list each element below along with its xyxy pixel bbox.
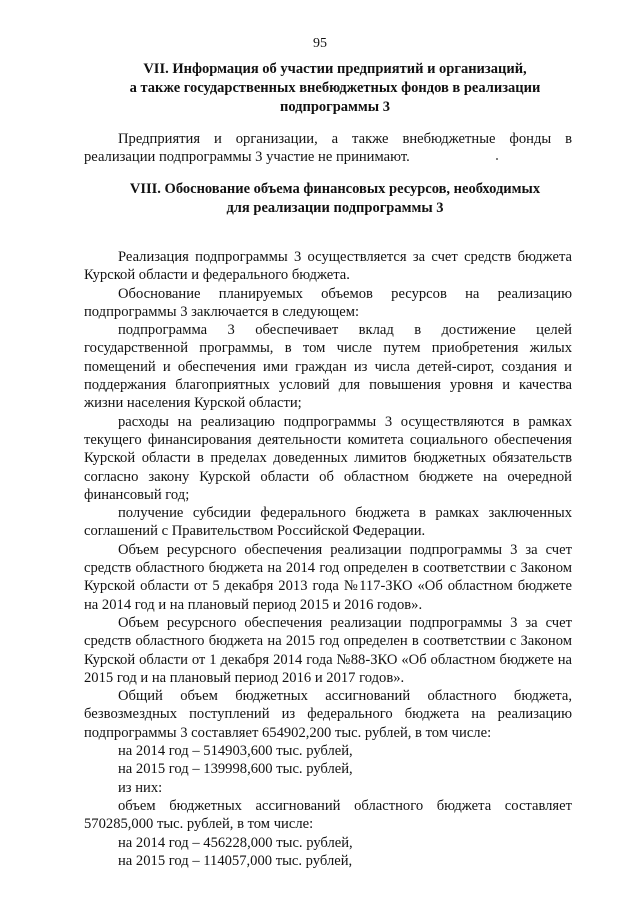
section-8-paragraph: Объем ресурсного обеспечения реализации подпрограммы 3 за счет средств областного бюджета на 2014 год определен в соответствии с Законом Курской области от 5 декабря 2013 года №117-ЗКО «Об областном бюджете на 2014 год и на плановый период 2015 и 2016 годов». xyxy=(84,541,572,613)
section-8-paragraph: объем бюджетных ассигнований областного бюджета составляет 570285,000 тыс. рублей, в том числе: xyxy=(84,797,572,833)
of-them-line: из них: xyxy=(118,779,163,796)
section-8-heading: VIII. Обоснование объема финансовых ресурсов, необходимых для реализации подпрограммы 3 xyxy=(129,181,541,216)
section-8-paragraph: Реализация подпрограммы 3 осуществляется за счет средств бюджета Курской области и федерального бюджета. xyxy=(84,249,572,284)
regional-2014-line: на 2014 год – 456228,000 тыс. рублей, xyxy=(118,834,353,851)
section-8-paragraph: получение субсидии федерального бюджета в рамках заключенных соглашений с Правительством Российской Федерации. xyxy=(84,505,572,540)
section-8-body xyxy=(84,248,572,870)
scan-dot-mark xyxy=(496,158,498,160)
section-8-paragraph: Объем ресурсного обеспечения реализации подпрограммы 3 за счет средств областного бюджета на 2015 год определен в соответствии с Законом Курской области от 1 декабря 2014 года №88-ЗКО «Об областном бюджете на 2015 год и на плановый период 2016 и 2017 годов». xyxy=(84,614,572,686)
section-7-heading: VII. Информация об участии предприятий и организаций, а также государственных внебюджетных фондов в реализации подпрограммы 3 xyxy=(129,61,541,115)
section-7-paragraph: Предприятия и организации, а также внебюджетные фонды в реализации подпрограммы 3 участие не принимают. xyxy=(84,131,572,166)
regional-2015-line: на 2015 год – 114057,000 тыс. рублей, xyxy=(118,852,353,869)
section-8-paragraph: подпрограмма 3 обеспечивает вклад в достижение целей государственной программы, в том числе путем приобретения жилых помещений и обеспечения ими граждан из числа детей-сирот, создания и поддержания благоприятных условий для повышения уровня и качества жизни населения Курской области; xyxy=(84,322,572,412)
page-number: 95 xyxy=(313,36,327,51)
funding-2014-line: на 2014 год – 514903,600 тыс. рублей, xyxy=(118,743,353,760)
funding-2015-line: на 2015 год – 139998,600 тыс. рублей, xyxy=(118,761,353,778)
section-8-paragraph: Обоснование планируемых объемов ресурсов на реализацию подпрограммы 3 заключается в следующем: xyxy=(84,285,572,320)
section-8-paragraph: Общий объем бюджетных ассигнований областного бюджета, безвозмездных поступлений из федерального бюджета на реализацию подпрограммы 3 составляет 654902,200 тыс. рублей, в том числе: xyxy=(84,688,572,741)
section-8-paragraph: расходы на реализацию подпрограммы 3 осуществляются в рамках текущего финансирования деятельности комитета социального обеспечения Курской области в пределах доведенных лимитов бюджетных обязательств согласно закону Курской области об областном бюджете на очередной финансовый год; xyxy=(84,413,572,503)
section-7-body xyxy=(84,130,572,167)
